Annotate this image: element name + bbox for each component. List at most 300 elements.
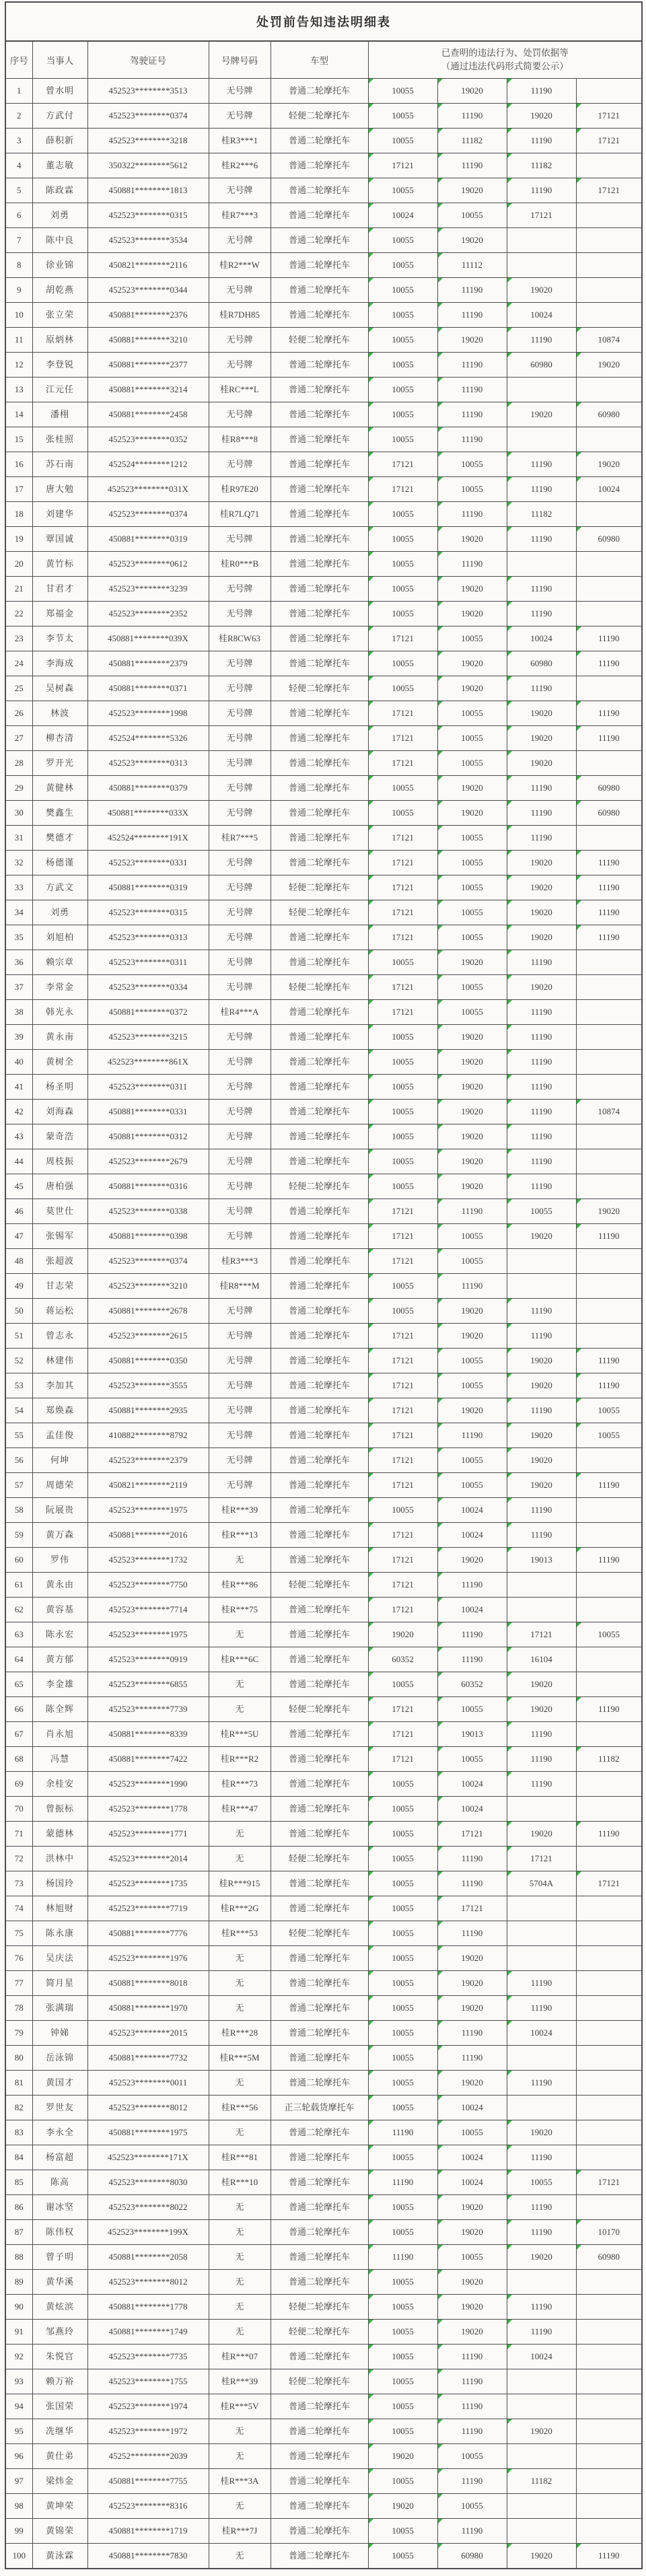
cell-violation-code: [507, 427, 576, 452]
table-row: [5, 2245, 642, 2270]
cell-vehicle: 普通二轮摩托车: [271, 253, 368, 278]
violation-code-value: 17121: [392, 1380, 414, 1390]
violation-code-value: 11190: [461, 159, 483, 170]
cell-violation-code: [368, 2419, 437, 2444]
cell-license: 452523********7739: [87, 1697, 209, 1722]
cell-violation-code: [507, 2544, 576, 2569]
cell-violation-code: [507, 2519, 576, 2544]
cell-serial: 52: [5, 1349, 32, 1373]
violation-code-value: 10055: [392, 533, 414, 544]
cell-flag-triangle-icon: [369, 2394, 373, 2399]
violation-code-value: 11190: [461, 1927, 483, 1938]
cell-violation-code: [368, 776, 437, 801]
cell-violation-code: [576, 1822, 642, 1847]
violation-code-value: 11190: [461, 558, 483, 569]
cell-plate: 无号牌: [209, 452, 271, 477]
cell-violation-code: [507, 228, 576, 253]
violation-code-value: 10055: [461, 732, 483, 743]
violation-code-value: 10024: [530, 309, 552, 320]
cell-violation-code: [576, 1523, 642, 1548]
cell-name: 林波: [32, 701, 87, 726]
cell-license: 452523********0311: [87, 950, 209, 975]
cell-name: 董志敏: [32, 153, 87, 178]
cell-vehicle: 普通二轮摩托车: [271, 178, 368, 203]
cell-violation-code: [576, 1797, 642, 1822]
violation-code-value: 11190: [530, 334, 552, 345]
cell-flag-triangle-icon: [438, 1075, 443, 1079]
violation-code-value: 11190: [530, 483, 552, 494]
cell-flag-triangle-icon: [438, 1274, 443, 1279]
cell-plate: 无: [209, 2120, 271, 2145]
violation-code-value: 19020: [461, 583, 483, 594]
violation-code-value: 17121: [392, 882, 414, 892]
violation-code-value: 11190: [598, 707, 620, 718]
violation-code-value: 17121: [461, 1902, 483, 1913]
violation-code-value: 10055: [598, 1404, 620, 1415]
cell-violation-code: [368, 826, 437, 851]
violation-code-value: 16104: [530, 1653, 552, 1664]
cell-license: 450881********0331: [87, 1100, 209, 1124]
cell-vehicle: 普通二轮摩托车: [271, 826, 368, 851]
violation-code-value: 11190: [461, 110, 483, 120]
cell-name: 薛积新: [32, 129, 87, 153]
cell-flag-triangle-icon: [507, 178, 512, 183]
cell-flag-triangle-icon: [507, 950, 512, 955]
cell-violation-code: [368, 801, 437, 826]
cell-flag-triangle-icon: [438, 353, 443, 357]
cell-serial: 19: [5, 527, 32, 552]
table-row: [5, 2369, 642, 2394]
table-row: [5, 2469, 642, 2494]
cell-plate: 桂R8***8: [209, 427, 271, 452]
cell-license: 452523********7714: [87, 1598, 209, 1622]
cell-flag-triangle-icon: [369, 2320, 373, 2324]
violation-code-value: 11190: [530, 1180, 552, 1191]
cell-flag-triangle-icon: [438, 602, 443, 606]
cell-flag-triangle-icon: [369, 129, 373, 133]
table-row: [5, 1672, 642, 1697]
violation-code-value: 10055: [461, 483, 483, 494]
cell-serial: 40: [5, 1050, 32, 1075]
cell-violation-code: [576, 900, 642, 925]
cell-flag-triangle-icon: [369, 153, 373, 158]
cell-serial: 87: [5, 2220, 32, 2245]
cell-violation-code: [507, 1847, 576, 1871]
table-row: [5, 1772, 642, 1797]
cell-violation-code: [368, 1498, 437, 1523]
violation-code-value: 19020: [530, 732, 552, 743]
violation-code-value: 10055: [461, 981, 483, 992]
cell-violation-code: [437, 1946, 507, 1971]
cell-license: 452523********8022: [87, 2195, 209, 2220]
cell-vehicle: 普通二轮摩托车: [271, 1498, 368, 1523]
cell-name: 张桂照: [32, 427, 87, 452]
cell-name: 李登锐: [32, 353, 87, 378]
cell-plate: 桂R***73: [209, 1772, 271, 1797]
cell-violation-code: [507, 2270, 576, 2295]
table-row: [5, 1498, 642, 1523]
violation-code-value: 11190: [530, 583, 552, 594]
cell-violation-code: [368, 1324, 437, 1349]
cell-serial: 92: [5, 2345, 32, 2369]
cell-flag-triangle-icon: [507, 1772, 512, 1777]
cell-violation-code: [437, 2270, 507, 2295]
cell-violation-code: [576, 178, 642, 203]
cell-violation-code: [437, 153, 507, 178]
violation-code-value: 19020: [530, 1380, 552, 1390]
cell-violation-code: [437, 1871, 507, 1896]
violation-code-value: 10055: [392, 2475, 414, 2486]
cell-serial: 53: [5, 1373, 32, 1398]
cell-name: 张国荣: [32, 2394, 87, 2419]
cell-name: 张锡军: [32, 1224, 87, 1249]
violation-code-value: 17121: [598, 110, 620, 120]
cell-flag-triangle-icon: [369, 427, 373, 432]
cell-license: 452523********7750: [87, 1573, 209, 1598]
violation-code-value: 11190: [461, 359, 483, 369]
cell-plate: 无: [209, 2444, 271, 2469]
cell-plate: 无号牌: [209, 950, 271, 975]
cell-violation-code: [507, 1797, 576, 1822]
violation-header-line2: （通过违法代码形式简要公示）: [441, 61, 569, 71]
violation-code-value: 19020: [461, 2002, 483, 2013]
violation-code-value: 10055: [461, 1006, 483, 1017]
cell-flag-triangle-icon: [507, 851, 512, 855]
cell-violation-code: [368, 2394, 437, 2419]
cell-vehicle: 普通二轮摩托车: [271, 353, 368, 378]
cell-vehicle: 普通二轮摩托车: [271, 1000, 368, 1025]
violation-code-value: 10055: [392, 2276, 414, 2287]
cell-flag-triangle-icon: [438, 1548, 443, 1552]
cell-violation-code: [368, 228, 437, 253]
cell-violation-code: [368, 303, 437, 328]
cell-violation-code: [368, 1423, 437, 1448]
cell-plate: 无号牌: [209, 1199, 271, 1224]
cell-violation-code: [368, 900, 437, 925]
cell-violation-code: [368, 1747, 437, 1772]
cell-serial: 68: [5, 1747, 32, 1772]
cell-violation-code: [576, 1647, 642, 1672]
cell-name: 罗世友: [32, 2096, 87, 2120]
cell-violation-code: [437, 1996, 507, 2021]
cell-violation-code: [507, 79, 576, 104]
violation-code-value: 10055: [461, 2126, 483, 2137]
violation-code-value: 10055: [392, 558, 414, 569]
cell-violation-code: [507, 751, 576, 776]
cell-flag-triangle-icon: [507, 826, 512, 830]
cell-violation-code: [507, 2220, 576, 2245]
cell-violation-code: [368, 2369, 437, 2394]
violation-code-value: 11190: [530, 1728, 552, 1739]
cell-violation-code: [437, 1349, 507, 1373]
cell-flag-triangle-icon: [438, 2220, 443, 2225]
violation-code-value: 11190: [530, 2151, 552, 2162]
cell-violation-code: [576, 1174, 642, 1199]
violation-code-value: 19020: [461, 1155, 483, 1166]
violation-code-value: 10024: [461, 2102, 483, 2112]
cell-violation-code: [437, 1324, 507, 1349]
cell-plate: 无: [209, 1697, 271, 1722]
cell-violation-code: [507, 1249, 576, 1274]
violation-code-value: 11190: [530, 2002, 552, 2013]
violation-code-value: 11190: [461, 2027, 483, 2038]
cell-name: 柳杏清: [32, 726, 87, 751]
table-row: [5, 1647, 642, 1672]
cell-violation-code: [437, 1896, 507, 1921]
table-row: [5, 278, 642, 303]
cell-vehicle: 轻便二轮摩托车: [271, 1921, 368, 1946]
cell-name: 江元任: [32, 378, 87, 402]
cell-violation-code: [368, 1598, 437, 1622]
cell-license: 452523********0311: [87, 1075, 209, 1100]
cell-vehicle: 普通二轮摩托车: [271, 851, 368, 875]
cell-license: 452523********1771: [87, 1822, 209, 1847]
cell-violation-code: [368, 1971, 437, 1996]
cell-flag-triangle-icon: [438, 950, 443, 955]
cell-violation-code: [576, 2096, 642, 2120]
cell-violation-code: [507, 900, 576, 925]
cell-name: 李节太: [32, 627, 87, 651]
cell-violation-code: [576, 726, 642, 751]
cell-violation-code: [576, 1672, 642, 1697]
cell-license: 452523********199X: [87, 2220, 209, 2245]
cell-violation-code: [437, 1050, 507, 1075]
cell-name: 甘君才: [32, 577, 87, 602]
violation-code-value: 17121: [392, 633, 414, 643]
cell-plate: 无号牌: [209, 925, 271, 950]
cell-plate: 桂R2***6: [209, 153, 271, 178]
cell-violation-code: [507, 1647, 576, 1672]
cell-violation-code: [507, 1896, 576, 1921]
cell-name: 潘栩: [32, 402, 87, 427]
violation-code-value: 19020: [461, 2301, 483, 2312]
cell-violation-code: [576, 328, 642, 353]
cell-violation-code: [576, 1946, 642, 1971]
cell-plate: 无号牌: [209, 602, 271, 627]
cell-violation-code: [576, 1398, 642, 1423]
cell-license: 452523********2014: [87, 1847, 209, 1871]
cell-serial: 13: [5, 378, 32, 402]
cell-name: 谢冰坚: [32, 2195, 87, 2220]
cell-violation-code: [507, 477, 576, 502]
cell-violation-code: [576, 1722, 642, 1747]
cell-flag-triangle-icon: [507, 1672, 512, 1677]
table-row: [5, 950, 642, 975]
cell-serial: 93: [5, 2369, 32, 2394]
cell-serial: 3: [5, 129, 32, 153]
cell-serial: 74: [5, 1896, 32, 1921]
cell-name: 梁炜金: [32, 2469, 87, 2494]
violation-code-value: 17121: [598, 2176, 620, 2187]
cell-violation-code: [507, 2245, 576, 2270]
cell-flag-triangle-icon: [507, 1100, 512, 1104]
cell-violation-code: [437, 2295, 507, 2320]
cell-name: 张立荣: [32, 303, 87, 328]
cell-plate: 无: [209, 2494, 271, 2519]
cell-violation-code: [507, 1000, 576, 1025]
cell-name: 陈中良: [32, 228, 87, 253]
cell-violation-code: [576, 1050, 642, 1075]
cell-vehicle: 普通二轮摩托车: [271, 1647, 368, 1672]
cell-name: 樊鑫生: [32, 801, 87, 826]
cell-license: 452523********0315: [87, 203, 209, 228]
cell-serial: 4: [5, 153, 32, 178]
cell-plate: 桂R***7J: [209, 2519, 271, 2544]
table-row: [5, 602, 642, 627]
cell-violation-code: [368, 1000, 437, 1025]
table-row: [5, 1797, 642, 1822]
cell-license: 450881********3210: [87, 328, 209, 353]
cell-license: 450821********2116: [87, 253, 209, 278]
violation-table: [5, 1, 643, 2569]
cell-plate: 无号牌: [209, 1224, 271, 1249]
cell-violation-code: [507, 1299, 576, 1324]
cell-plate: 无号牌: [209, 1324, 271, 1349]
cell-vehicle: 普通二轮摩托车: [271, 1747, 368, 1772]
cell-violation-code: [576, 1423, 642, 1448]
table-row: [5, 1598, 642, 1622]
cell-flag-triangle-icon: [577, 1473, 581, 1478]
cell-violation-code: [576, 2120, 642, 2145]
violation-code-value: 17121: [530, 1629, 552, 1639]
cell-flag-triangle-icon: [369, 651, 373, 656]
cell-flag-triangle-icon: [438, 1124, 443, 1129]
violation-code-value: 17121: [598, 1877, 620, 1888]
cell-violation-code: [437, 2469, 507, 2494]
cell-name: 黄永由: [32, 1573, 87, 1598]
table-row: [5, 577, 642, 602]
table-row: [5, 502, 642, 527]
cell-name: 黄永南: [32, 1025, 87, 1050]
cell-license: 450881********0319: [87, 527, 209, 552]
cell-violation-code: [437, 975, 507, 1000]
table-row: [5, 527, 642, 552]
cell-violation-code: [368, 1124, 437, 1149]
cell-serial: 8: [5, 253, 32, 278]
cell-vehicle: 普通二轮摩托车: [271, 79, 368, 104]
cell-violation-code: [507, 826, 576, 851]
cell-name: 覃国诚: [32, 527, 87, 552]
cell-plate: 无: [209, 1548, 271, 1573]
cell-name: 方武付: [32, 104, 87, 129]
violation-code-value: 10055: [392, 2027, 414, 2038]
cell-license: 452524********1212: [87, 452, 209, 477]
cell-violation-code: [368, 2195, 437, 2220]
cell-violation-code: [507, 203, 576, 228]
cell-plate: 无: [209, 1847, 271, 1871]
cell-flag-triangle-icon: [369, 402, 373, 407]
cell-flag-triangle-icon: [369, 2071, 373, 2075]
cell-plate: 桂R***28: [209, 2021, 271, 2046]
cell-flag-triangle-icon: [438, 303, 443, 308]
cell-serial: 95: [5, 2419, 32, 2444]
cell-plate: 桂R***13: [209, 1523, 271, 1548]
cell-flag-triangle-icon: [438, 2096, 443, 2100]
cell-plate: 桂R7***3: [209, 203, 271, 228]
cell-flag-triangle-icon: [577, 328, 581, 332]
cell-flag-triangle-icon: [369, 1573, 373, 1577]
cell-violation-code: [507, 950, 576, 975]
cell-serial: 67: [5, 1722, 32, 1747]
cell-vehicle: 普通二轮摩托车: [271, 701, 368, 726]
cell-vehicle: 普通二轮摩托车: [271, 1548, 368, 1573]
cell-violation-code: [576, 1697, 642, 1722]
cell-violation-code: [507, 1622, 576, 1647]
cell-name: 方武文: [32, 875, 87, 900]
cell-name: 阮展贵: [32, 1498, 87, 1523]
violation-code-value: 19020: [461, 1056, 483, 1067]
table-row: [5, 776, 642, 801]
violation-code-value: 19020: [461, 956, 483, 967]
cell-flag-triangle-icon: [438, 627, 443, 631]
violation-code-value: 17121: [392, 483, 414, 494]
cell-license: 452523********8012: [87, 2096, 209, 2120]
cell-serial: 9: [5, 278, 32, 303]
cell-plate: 桂R***915: [209, 1871, 271, 1896]
cell-flag-triangle-icon: [369, 701, 373, 706]
cell-vehicle: 普通二轮摩托车: [271, 1100, 368, 1124]
cell-violation-code: [576, 2369, 642, 2394]
cell-name: 何坤: [32, 1448, 87, 1473]
violation-code-value: 10055: [392, 110, 414, 120]
violation-code-value: 10055: [392, 2400, 414, 2411]
cell-flag-triangle-icon: [438, 1448, 443, 1453]
cell-violation-code: [437, 1199, 507, 1224]
cell-violation-code: [437, 1722, 507, 1747]
table-row: [5, 1473, 642, 1498]
violation-code-value: 17121: [392, 1554, 414, 1565]
violation-code-value: 11190: [598, 1355, 620, 1365]
col-header-violations: [368, 41, 642, 79]
cell-violation-code: [368, 2021, 437, 2046]
cell-license: 452523********0919: [87, 1647, 209, 1672]
cell-violation-code: [368, 950, 437, 975]
cell-flag-triangle-icon: [369, 2220, 373, 2225]
cell-violation-code: [576, 1249, 642, 1274]
violation-code-value: 10055: [392, 384, 414, 394]
cell-flag-triangle-icon: [507, 726, 512, 731]
table-row: [5, 552, 642, 577]
cell-name: 陈永宏: [32, 1622, 87, 1647]
cell-license: 450881********7776: [87, 1921, 209, 1946]
cell-plate: 无: [209, 1946, 271, 1971]
violation-code-value: 11190: [598, 657, 620, 668]
cell-flag-triangle-icon: [438, 328, 443, 332]
cell-violation-code: [368, 1473, 437, 1498]
table-row: [5, 303, 642, 328]
cell-plate: 桂RC***L: [209, 378, 271, 402]
cell-violation-code: [507, 1199, 576, 1224]
cell-violation-code: [437, 1124, 507, 1149]
violation-code-value: 11190: [530, 2326, 552, 2336]
cell-violation-code: [368, 203, 437, 228]
cell-flag-triangle-icon: [507, 1822, 512, 1826]
cell-flag-triangle-icon: [577, 1224, 581, 1229]
cell-violation-code: [507, 1075, 576, 1100]
cell-flag-triangle-icon: [438, 975, 443, 980]
violation-code-value: 17121: [392, 1355, 414, 1365]
violation-code-value: 17121: [392, 1454, 414, 1465]
cell-name: 吴树森: [32, 676, 87, 701]
cell-flag-triangle-icon: [438, 776, 443, 781]
violation-code-value: 10055: [461, 209, 483, 220]
cell-plate: 桂R4***A: [209, 1000, 271, 1025]
table-row: [5, 900, 642, 925]
cell-name: 苏石南: [32, 452, 87, 477]
cell-flag-triangle-icon: [369, 2096, 373, 2100]
cell-serial: 15: [5, 427, 32, 452]
cell-serial: 72: [5, 1847, 32, 1871]
